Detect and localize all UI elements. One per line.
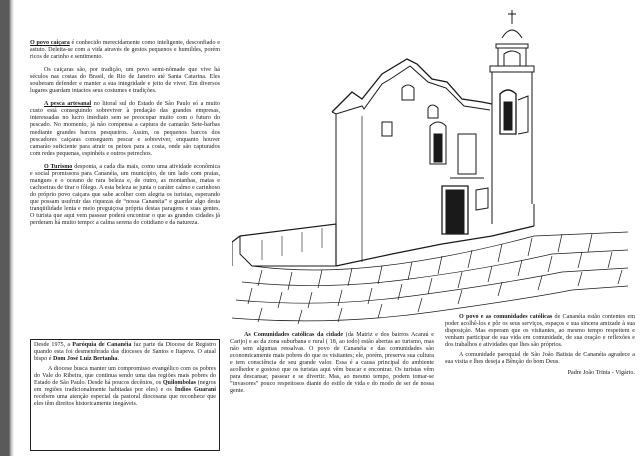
- text-catholic-communities: (da Matriz e dos bairros Acaraú e Carijo) e as da zona suburbana e rural ( 18, ao todo) estão abertas ao turismo, mas não sem algumas ressalvas. O povo de Cananéia e das comunidades são economicamente mais pobres do que os visitantes; ele, porém, preserva sua cultura e tem consciência de seu grande valor. Essa é a causa principal do ambiente acolhedor e gostoso que os turistas aqui vêm buscar e encontrar. Os turistas vêm para descansar, passear e se divertir. Mas, ao mesmo tempo, podem tomar-se “invasores” pouco respeitosos diante do estilo de vida e do modo de ser de nossa gente.: [230, 332, 434, 395]
- text-welcome: de Cananéia estão contentes em poder acolhê-los e pôr os seus serviços, espaços e sua sincera amizade à sua disposição. Mas esperam que os visitantes, ao mesmo tempo respeitem e venham participar de sua vida em comunidade, de sua oração e reflexões e dos trabalhos e atividades que lhes são próprios.: [445, 314, 635, 349]
- text-guarani: Índios Guarani: [174, 387, 217, 394]
- text-caicara-people: é conhecido merecidamente como inteligente, desconfiado e astuto. Deleita-se com a vida através de gestos pequenos e humildes, porém ricos de carinho e sentimento.: [30, 40, 220, 61]
- paragraph-caicara-people: [30, 40, 220, 61]
- text-diocese-d: recebem uma atenção especial da pastoral diocesana que reconhece que eles têm direitos historicamente inegáveis.: [34, 394, 216, 408]
- paragraph-diocese-commitment: [34, 366, 216, 408]
- paragraph-parish-history: [34, 342, 216, 363]
- scan-edge: [0, 0, 14, 456]
- paragraph-blessing: [445, 352, 635, 366]
- lead-tourism: O Turismo: [44, 163, 73, 170]
- text-diocese-c: (negros em regiões tradicionalmente habitadas por eles) e os: [34, 380, 216, 394]
- foreground-wall: [232, 224, 336, 266]
- church-tower: [490, 10, 534, 224]
- diocese-info-box: [30, 339, 220, 451]
- text-quilombolas: Quilombolas: [162, 380, 196, 387]
- text-parish-name: Paróquia de Cananéia: [72, 342, 132, 348]
- church-illustration: [232, 4, 634, 326]
- lead-catholic-communities: As Comunidades católicas da cidade: [244, 332, 344, 338]
- paragraph-tourism: [30, 164, 220, 227]
- left-column: [30, 40, 220, 233]
- paragraph-welcome: [445, 314, 635, 349]
- signature: Padre João Trinta - Vigário.: [567, 370, 635, 377]
- text-blessing: A comunidade paroquial de São João Batista de Cananéia agradece a sua visita e lhes deseja a Bênção do bom Deus.: [445, 352, 635, 366]
- text-parish-history-c: faz parte da Diocese de Registro quando esta foi desmembrada das dioceses de Santos e Itapeva. O atual bispo é: [34, 342, 216, 363]
- text-artisanal-fishing: no litoral sul do Estado de São Paulo só a muito custo está conseguindo sobreviver à predação das grandes empresas, interessadas no lucro imediato sem se preocupar muito com o futuro do pescado. No momento, já não compensa a captura de camarão Sete-barbas mediante grandes barcos pesqueiros. Assim, os pequenos barcos dos pescadores caiçaras conseguem pescar e sobreviver, enquanto houver camarão suficiente para atrair os peixes para a costa, onde são capturados com redes pequenas, espinhéis e outros petrechos.: [30, 101, 220, 157]
- text-parish-history-d: .: [117, 356, 119, 363]
- middle-column: [230, 332, 434, 395]
- lead-welcome: O povo e as comunidades católicas: [459, 314, 553, 320]
- lead-artisanal-fishing: A pesca artesanal: [44, 101, 92, 108]
- paragraph-caicara-tradition: [30, 67, 220, 95]
- right-column: [445, 314, 635, 380]
- text-diocese-a: A diocese busca manter um compromisso evangélico com os pobres do Vale do Ribeira, que continua sendo uma das regiões mais pobres do Estado de São Paulo. Desde há poucos decênios, os: [34, 366, 216, 387]
- lead-caicara-people: O povo caiçara: [30, 40, 70, 46]
- church-facade: [332, 59, 534, 266]
- text-parish-history-a: Desde 1975, a: [34, 342, 73, 348]
- text-bishop-name: Dom José Luiz Bertanha: [52, 356, 118, 363]
- paragraph-artisanal-fishing: [30, 101, 220, 157]
- text-tourism: desponta, a cada dia mais, como uma atividade econômica e social promissora para Cananéia, um município, de um lado com praias, mangues e o oceano de rara beleza e, de outro, as montanhas, matas e cachoeiras de tirar o fôlego. A esta beleza se junta o caráter calmo e carinhoso do próprio povo caiçara que sabe acolher com alegria os turistas, esperando que possam usufruir das riquezas de “nossa Cananéia” e guardar algo desta tranqüilidade lenta e meio preguiçosa própria destas paragens e suas gentes. O turista que aqui vem passear poderá encontrar o que as grandes cidades já perderam há muito tempo: a calma serena do cotidiano e da natureza.: [30, 163, 221, 227]
- text-caicara-tradition: Os caiçaras são, por tradição, um povo semi-nômade que vive há séculos nas costas do Brasil, de Rio de Janeiro até Santa Catarina. Eles souberam defender e manter a sua integridade e jeito de viver. Em diversos lugares guardam intactos seus costumes e tradições.: [30, 67, 220, 95]
